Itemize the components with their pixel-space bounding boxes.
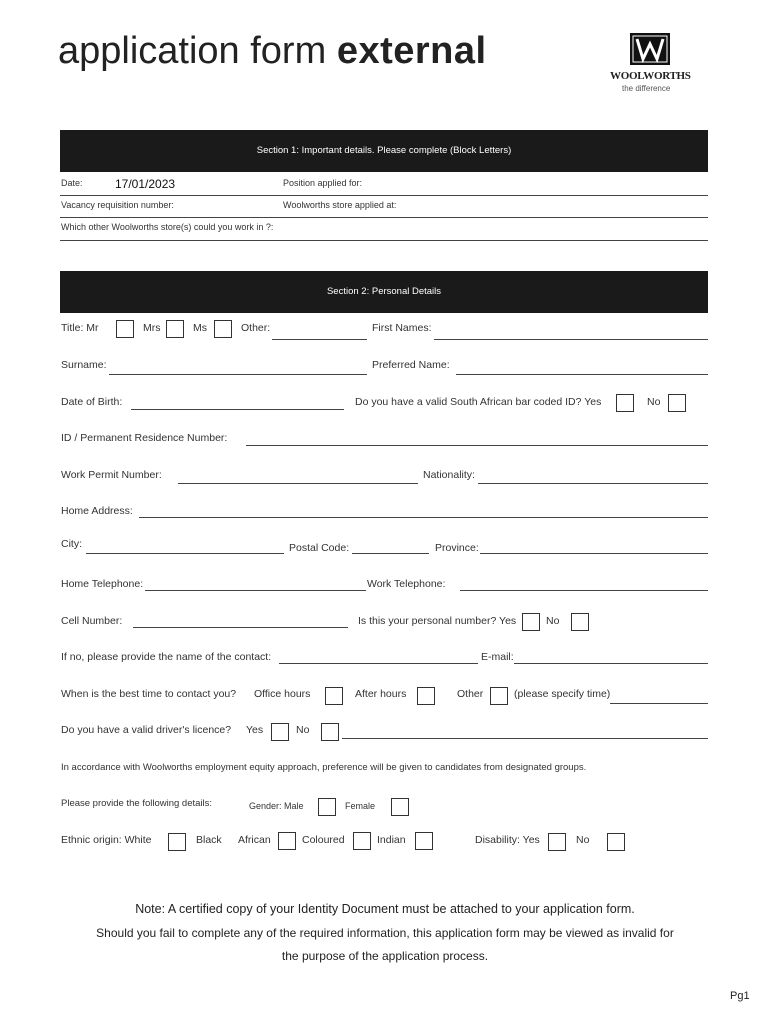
title-light: application form [58, 30, 337, 72]
personal-number-question: Is this your personal number? Yes [358, 615, 517, 627]
work-permit-label: Work Permit Number: [61, 469, 162, 481]
note-line-3: the purpose of the application process. [281, 949, 489, 963]
first-names-label: First Names: [372, 322, 432, 334]
section1-line-3 [60, 240, 708, 241]
province-line[interactable] [480, 553, 708, 554]
title-other-label: Other: [241, 322, 271, 334]
title-label: Title: Mr [61, 322, 99, 334]
personal-number-no-label: No [546, 615, 560, 627]
title-mrs-checkbox[interactable] [166, 320, 184, 338]
work-tel-line[interactable] [460, 590, 708, 591]
section2-heading: Section 2: Personal Details [326, 286, 442, 297]
licence-no-label: No [296, 724, 310, 736]
office-hours-checkbox[interactable] [325, 687, 343, 705]
sa-id-yes-checkbox[interactable] [616, 394, 634, 412]
personal-number-no-checkbox[interactable] [571, 613, 589, 631]
work-tel-label: Work Telephone: [367, 578, 446, 590]
surname-label: Surname: [61, 359, 107, 371]
ethnic-african-label: African [238, 834, 271, 846]
page-number: Pg1 [730, 990, 750, 1002]
licence-yes-label: Yes [246, 724, 264, 736]
contact-name-line[interactable] [279, 663, 478, 664]
position-label: Position applied for: [283, 178, 363, 188]
vacancy-label: Vacancy requisition number: [61, 200, 174, 210]
disability-no-label: No [576, 834, 590, 846]
provide-details-label: Please provide the following details: [61, 798, 213, 809]
cell-label: Cell Number: [61, 615, 123, 627]
store-label: Woolworths store applied at: [283, 200, 397, 210]
home-address-line[interactable] [139, 517, 708, 518]
licence-line [342, 738, 708, 739]
gender-female-label: Female [345, 801, 376, 811]
title-mrs-label: Mrs [143, 322, 161, 334]
other-time-checkbox[interactable] [490, 687, 508, 705]
disability-yes-checkbox[interactable] [548, 833, 566, 851]
title-ms-label: Ms [193, 322, 207, 334]
gender-male-label: Gender: Male [249, 801, 304, 811]
section1-heading: Section 1: Important details. Please complete (Block Letters) [256, 145, 512, 156]
home-address-label: Home Address: [61, 505, 133, 517]
sa-id-question: Do you have a valid South African bar coded ID? Yes [355, 396, 602, 408]
postal-code-label: Postal Code: [289, 542, 350, 554]
ethnic-indian-label: Indian [377, 834, 406, 846]
email-line[interactable] [514, 663, 708, 664]
dob-line[interactable] [131, 409, 344, 410]
section2-header [60, 271, 708, 313]
ethnic-white-label: Ethnic origin: White [61, 834, 152, 846]
w-logo-icon [630, 33, 670, 65]
woolworths-logo [630, 33, 670, 65]
sa-id-no-label: No [647, 396, 661, 408]
title-mr-checkbox[interactable] [116, 320, 134, 338]
form-title [58, 30, 487, 73]
gender-female-checkbox[interactable] [391, 798, 409, 816]
specify-time-line[interactable] [610, 703, 708, 704]
contact-name-label: If no, please provide the name of the contact: [61, 651, 272, 663]
best-time-label: When is the best time to contact you? [61, 688, 237, 700]
section1-line-2 [60, 217, 708, 218]
note-line-2: Should you fail to complete any of the required information, this application form may be viewed as invalid for [96, 926, 674, 940]
title-ms-checkbox[interactable] [214, 320, 232, 338]
please-specify-label: (please specify time) [514, 688, 611, 700]
date-label: Date: [61, 178, 83, 188]
nationality-line[interactable] [478, 483, 708, 484]
after-hours-label: After hours [355, 688, 407, 700]
equity-text: In accordance with Woolworths employment equity approach, preference will be given to candidates from designated groups. [61, 762, 587, 773]
surname-line[interactable] [109, 374, 367, 375]
licence-yes-checkbox[interactable] [271, 723, 289, 741]
disability-no-checkbox[interactable] [607, 833, 625, 851]
brand-tagline: the difference [622, 84, 671, 93]
ethnic-indian-checkbox[interactable] [415, 832, 433, 850]
postal-code-line[interactable] [352, 553, 429, 554]
city-label: City: [61, 538, 82, 550]
licence-question: Do you have a valid driver's licence? [61, 724, 232, 736]
personal-number-yes-checkbox[interactable] [522, 613, 540, 631]
licence-no-checkbox[interactable] [321, 723, 339, 741]
date-value[interactable]: 17/01/2023 [115, 177, 176, 191]
title-other-line[interactable] [272, 339, 367, 340]
ethnic-black-label: Black [196, 834, 222, 846]
province-label: Province: [435, 542, 479, 554]
work-permit-line[interactable] [178, 483, 418, 484]
other-time-label: Other [457, 688, 484, 700]
id-number-label: ID / Permanent Residence Number: [61, 432, 228, 444]
title-bold: external [336, 30, 487, 72]
home-tel-label: Home Telephone: [61, 578, 144, 590]
disability-yes-label: Disability: Yes [475, 834, 540, 846]
sa-id-no-checkbox[interactable] [668, 394, 686, 412]
home-tel-line[interactable] [145, 590, 366, 591]
ethnic-white-checkbox[interactable] [168, 833, 186, 851]
after-hours-checkbox[interactable] [417, 687, 435, 705]
office-hours-label: Office hours [254, 688, 311, 700]
id-number-line[interactable] [246, 445, 708, 446]
dob-label: Date of Birth: [61, 396, 123, 408]
other-stores-label: Which other Woolworths store(s) could you work in ?: [61, 222, 274, 232]
preferred-name-label: Preferred Name: [372, 359, 450, 371]
gender-male-checkbox[interactable] [318, 798, 336, 816]
preferred-name-line[interactable] [456, 374, 708, 375]
note-line-1: Note: A certified copy of your Identity Document must be attached to your application form. [135, 902, 635, 916]
brand-name: WOOLWORTHS [610, 70, 691, 82]
section1-header [60, 130, 708, 172]
section1-line-1 [60, 195, 708, 196]
ethnic-coloured-checkbox[interactable] [353, 832, 371, 850]
cell-line[interactable] [133, 627, 348, 628]
email-label: E-mail: [481, 651, 514, 663]
ethnic-coloured-label: Coloured [302, 834, 345, 846]
first-names-line[interactable] [434, 339, 708, 340]
ethnic-african-checkbox[interactable] [278, 832, 296, 850]
nationality-label: Nationality: [423, 469, 475, 481]
city-line[interactable] [86, 553, 284, 554]
